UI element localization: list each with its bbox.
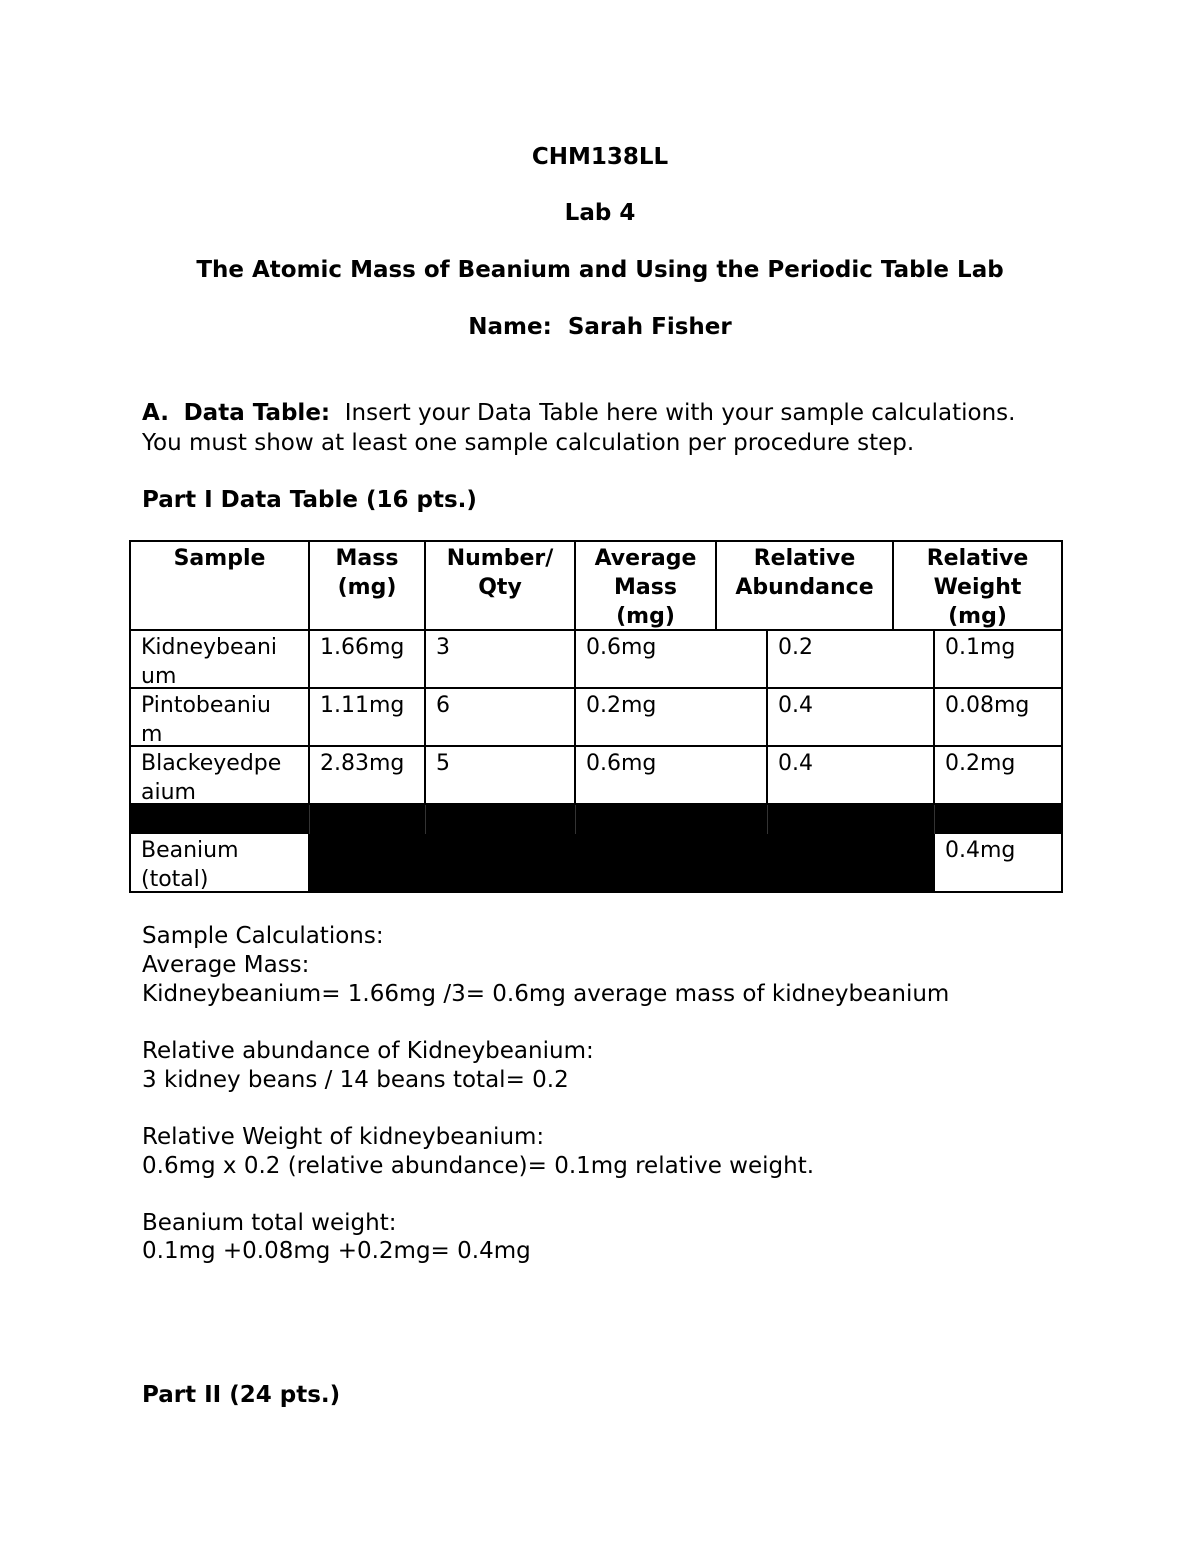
lab-number: Lab 4 bbox=[564, 200, 636, 226]
section-a-label: A. bbox=[142, 400, 169, 426]
calc-total-label: Beanium total weight: bbox=[142, 1210, 397, 1236]
name-label: Name: bbox=[468, 314, 552, 340]
section-a-heading: Data Table: bbox=[183, 400, 331, 426]
table-cell-abundance: 0.2 bbox=[768, 631, 935, 689]
header-sample: Sample bbox=[131, 542, 310, 631]
table-cell-average-mass: 0.6mg bbox=[576, 747, 768, 805]
data-table bbox=[129, 540, 1063, 893]
calc-weight-line: 0.6mg x 0.2 (relative abundance)= 0.1mg relative weight. bbox=[142, 1153, 815, 1179]
table-cell-weight: 0.08mg bbox=[935, 689, 1061, 747]
calc-abund-label: Relative abundance of Kidneybeanium: bbox=[142, 1038, 594, 1064]
part-2-title: Part II (24 pts.) bbox=[142, 1382, 341, 1408]
page-title: The Atomic Mass of Beanium and Using the Periodic Table Lab bbox=[196, 257, 1004, 283]
separator-divider bbox=[575, 805, 576, 834]
table-cell-weight: 0.1mg bbox=[935, 631, 1061, 689]
table-cell-abundance: 0.4 bbox=[768, 689, 935, 747]
table-cell-abundance: 0.4 bbox=[768, 747, 935, 805]
table-cell-mass: 2.83mg bbox=[310, 747, 426, 805]
separator-divider bbox=[767, 805, 768, 834]
header-relative-weight: Relative Weight (mg) bbox=[894, 542, 1061, 631]
calc-heading: Sample Calculations: bbox=[142, 923, 384, 949]
table-cell-average-mass: 0.2mg bbox=[576, 689, 768, 747]
table-cell-average-mass: 0.6mg bbox=[576, 631, 768, 689]
separator-divider bbox=[425, 805, 426, 834]
separator-divider bbox=[309, 805, 310, 834]
part-1-title: Part I Data Table (16 pts.) bbox=[142, 487, 477, 513]
table-cell-mass: 1.11mg bbox=[310, 689, 426, 747]
table-cell-total-weight: 0.4mg bbox=[945, 838, 1016, 863]
header-mass: Mass (mg) bbox=[310, 542, 426, 631]
section-a-line1 bbox=[142, 399, 1015, 428]
calc-abund-line: 3 kidney beans / 14 beans total= 0.2 bbox=[142, 1067, 569, 1093]
header-average-mass: Average Mass (mg) bbox=[576, 542, 717, 631]
header-qty: Number/ Qty bbox=[426, 542, 576, 631]
table-cell-qty: 5 bbox=[426, 747, 576, 805]
table-cell-sample: Kidneybeani um bbox=[131, 631, 310, 689]
header-relative-abundance: Relative Abundance bbox=[717, 542, 894, 631]
table-cell-mass: 1.66mg bbox=[310, 631, 426, 689]
shaded-separator-row bbox=[131, 805, 1061, 834]
separator-divider bbox=[934, 805, 935, 834]
table-cell-qty: 3 bbox=[426, 631, 576, 689]
table-cell-total-sample: Beanium (total) bbox=[131, 834, 310, 891]
section-a-instruction: Insert your Data Table here with your sample calculations. bbox=[344, 400, 1016, 426]
table-cell-qty: 6 bbox=[426, 689, 576, 747]
section-a-instruction-2: You must show at least one sample calculation per procedure step. bbox=[142, 430, 915, 456]
table-cell-sample: Blackeyedpe aium bbox=[131, 747, 310, 805]
table-cell-weight: 0.2mg bbox=[935, 747, 1061, 805]
shaded-total-block bbox=[310, 834, 935, 891]
table-cell-sample: Pintobeaniu m bbox=[131, 689, 310, 747]
calc-avg-line: Kidneybeanium= 1.66mg /3= 0.6mg average mass of kidneybeanium bbox=[142, 981, 950, 1007]
calc-total-line: 0.1mg +0.08mg +0.2mg= 0.4mg bbox=[142, 1238, 531, 1264]
course-code: CHM138LL bbox=[531, 144, 669, 170]
name-value: Sarah Fisher bbox=[567, 314, 732, 340]
calc-weight-label: Relative Weight of kidneybeanium: bbox=[142, 1124, 545, 1150]
student-name-line bbox=[0, 314, 1200, 340]
calc-avg-label: Average Mass: bbox=[142, 952, 310, 978]
